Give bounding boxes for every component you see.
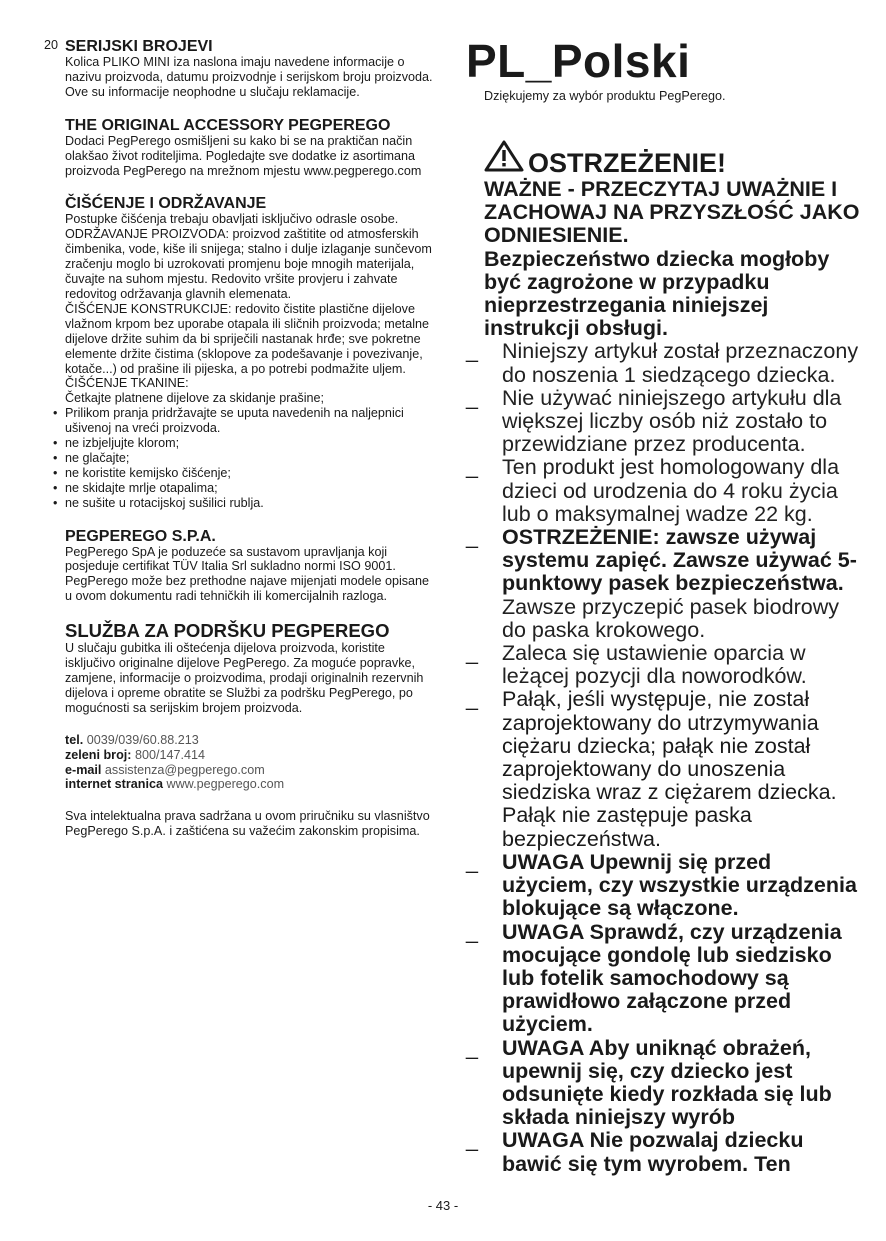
list-item: • ne sušite u rotacijskoj sušilici rublja. bbox=[65, 496, 435, 511]
cleaning-structure: ČIŠĆENJE KONSTRUKCIJE: redovito čistite plastične dijelove vlažnom krpom bez uporabe otapala ili sličnih proizvoda; metalne dijelove držite suhim da bi spriječili nastanak hrđe; sve pokretne elemente držite čistima (sklopove za podešavanje i povezivanje, kotače...) od prašine ili pijeska, a po potrebi podmažite uljem. bbox=[65, 301, 430, 376]
contact-value: 0039/039/60.88.213 bbox=[86, 732, 199, 747]
serial-section bbox=[44, 38, 435, 100]
contact-value[interactable]: www.pegperego.com bbox=[166, 777, 285, 792]
contact-freephone bbox=[65, 748, 435, 763]
list-item: • ne koristite kemijsko čišćenje; bbox=[65, 466, 435, 481]
service-section bbox=[65, 621, 435, 839]
thanks-text: Dziękujemy za wybór produktu PegPerego. bbox=[484, 89, 726, 103]
warning-heading bbox=[484, 140, 866, 178]
contact-value[interactable]: assistenza@pegperego.com bbox=[104, 762, 265, 777]
accessory-section bbox=[65, 117, 435, 179]
safety-text: Bezpieczeństwo dziecka mogłoby być zagrożone w przypadku nieprzestrzegania niniejszej instrukcji obsługi. bbox=[484, 246, 830, 341]
cleaning-intro: Postupke čišćenja trebaju obavljati isključivo odrasle osobe. bbox=[65, 212, 399, 227]
page-number: - 43 - bbox=[427, 1198, 459, 1213]
cleaning-fabric-text: Četkajte platnene dijelove za skidanje prašine; bbox=[65, 391, 325, 406]
list-item: _ UWAGA Nie pozwalaj dziecku bawić się tym wyrobem. Ten bbox=[466, 1128, 804, 1176]
contact-label: tel. bbox=[65, 732, 84, 747]
cleaning-heading: ČIŠĆENJE I ODRŽAVANJE bbox=[65, 195, 267, 213]
warning-triangle-icon bbox=[484, 140, 528, 178]
contact-label: internet stranica bbox=[65, 777, 163, 792]
list-item: _ UWAGA Upewnij się przed użyciem, czy wszystkie urządzenia blokujące są włączone. bbox=[466, 849, 857, 921]
service-heading: SLUŽBA ZA PODRŠKU PEGPEREGO bbox=[65, 620, 390, 642]
warning-block bbox=[466, 140, 866, 1176]
left-column bbox=[44, 38, 435, 856]
right-column bbox=[466, 36, 866, 1176]
company-text: PegPerego SpA je poduzeće sa sustavom upravljanja koji posjeduje certifikat TÜV Italia Srl sukladno normi ISO 9001. PegPerego može bez prethodne najave mijenjati modele opisane u ovom dokumentu radi tehničkih ili komercijalnih razloga. bbox=[65, 544, 430, 604]
rights-text: Sva intelektualna prava sadržana u ovom priručniku su vlasništvo PegPerego S.p.A. i zaštićena su važećim zakonskim propisima. bbox=[65, 809, 430, 839]
contact-label: zeleni broj: bbox=[65, 747, 132, 762]
accessory-text: Dodaci PegPerego osmišljeni su kako bi se na praktičan način olakšao život roditeljima. Pogledajte sve dodatke iz asortimana proizvoda PegPerego na mrežnom mjestu www.pegperego.com bbox=[65, 133, 422, 178]
list-item: _ Zaleca się ustawienie oparcia w leżącej pozycji dla noworodków. bbox=[466, 641, 807, 689]
list-item: • ne skidajte mrlje otapalima; bbox=[65, 481, 435, 496]
list-item: _ Niniejszy artykuł został przeznaczony do noszenia 1 siedzącego dziecka. bbox=[466, 339, 859, 387]
contact-phone bbox=[65, 733, 435, 748]
important-text: WAŻNE - PRZECZYTAJ UWAŻNIE I ZACHOWAJ NA PRZYSZŁOŚĆ JAKO ODNIESIENIE. bbox=[484, 177, 860, 248]
cleaning-bullets bbox=[65, 406, 435, 510]
section-number: 20 bbox=[44, 38, 59, 52]
list-item: _ OSTRZEŻENIE: zawsze używaj systemu zapięć. Zawsze używać 5-punktowy pasek bezpieczeństwa. Zawsze przyczepić pasek biodrowy do paska krokowego. bbox=[466, 525, 857, 642]
cleaning-section bbox=[65, 195, 435, 510]
accessory-heading: THE ORIGINAL ACCESSORY PEGPEREGO bbox=[65, 116, 391, 134]
list-item: _ Nie używać niniejszego artykułu dla większej liczby osób niż zostało to przewidziane przez producenta. bbox=[466, 385, 842, 457]
contact-website bbox=[65, 777, 435, 792]
serial-heading: SERIJSKI BROJEVI bbox=[65, 38, 213, 55]
serial-text: Kolica PLIKO MINI iza naslona imaju navedene informacije o nazivu proizvoda, datumu proizvodnje i serijskom broju proizvoda. Ove su informacije neophodne u slučaju reklamacije. bbox=[65, 55, 433, 99]
company-heading: PEGPEREGO S.P.A. bbox=[65, 527, 216, 545]
cleaning-product: ODRŽAVANJE PROIZVODA: proizvod zaštitite od atmosferskih čimbenika, vode, kiše ili snijega; stalno i dulje izlaganje sunčevom zračenju moglo bi uzrokovati promjenu boje mnogih materijala, čuvajte na suhom mjestu. Redovito vršite provjeru i zahvate redovitog održavanja glavnih elemenata. bbox=[65, 227, 432, 301]
warning-title: OSTRZEŻENIE! bbox=[528, 148, 727, 178]
contact-value: 800/147.414 bbox=[134, 747, 206, 762]
company-section bbox=[65, 528, 435, 605]
list-item: _ UWAGA Aby uniknąć obrażeń, upewnij się, czy dziecko jest odsunięte kiedy rozkłada się lub składa niniejszy wyrób bbox=[466, 1035, 832, 1130]
list-item: • ne glačajte; bbox=[65, 451, 435, 466]
list-item: _ UWAGA Sprawdź, czy urządzenia mocujące gondolę lub siedzisko lub fotelik samochodowy są prawidłowo załączone przed użyciem. bbox=[466, 919, 842, 1037]
list-item: _ Ten produkt jest homologowany dla dzieci od urodzenia do 4 roku życia lub o maksymalnej wadze 22 kg. bbox=[466, 455, 840, 526]
cleaning-fabric-heading: ČIŠĆENJE TKANINE: bbox=[65, 376, 189, 391]
list-item: _ Pałąk, jeśli występuje, nie został zaprojektowany do utrzymywania ciężaru dziecka; pałąk nie został zaprojektowany do unoszenia siedziska wraz z ciężarem dziecka. Pałąk nie zastępuje paska bezpieczeństwa. bbox=[466, 687, 837, 851]
list-item: • Prilikom pranja pridržavajte se uputa navedenih na naljepnici ušivenoj na vreći proizvoda. bbox=[65, 406, 435, 436]
contact-email bbox=[65, 763, 435, 778]
service-text: U slučaju gubitka ili oštećenja dijelova proizvoda, koristite isključivo originalne dijelove PegPerego. Za moguće popravke, zamjene, informacije o proizvodima, prodaji originalnih rezervnih dijelova i opreme obratite se Službi za podršku PegPerego, po mogućnosti sa serijskim brojem proizvoda. bbox=[65, 641, 424, 715]
page-title: PL_Polski bbox=[466, 35, 691, 87]
list-item: • ne izbjeljujte klorom; bbox=[65, 436, 435, 451]
contact-label: e-mail bbox=[65, 762, 102, 777]
contact-list bbox=[65, 733, 435, 793]
